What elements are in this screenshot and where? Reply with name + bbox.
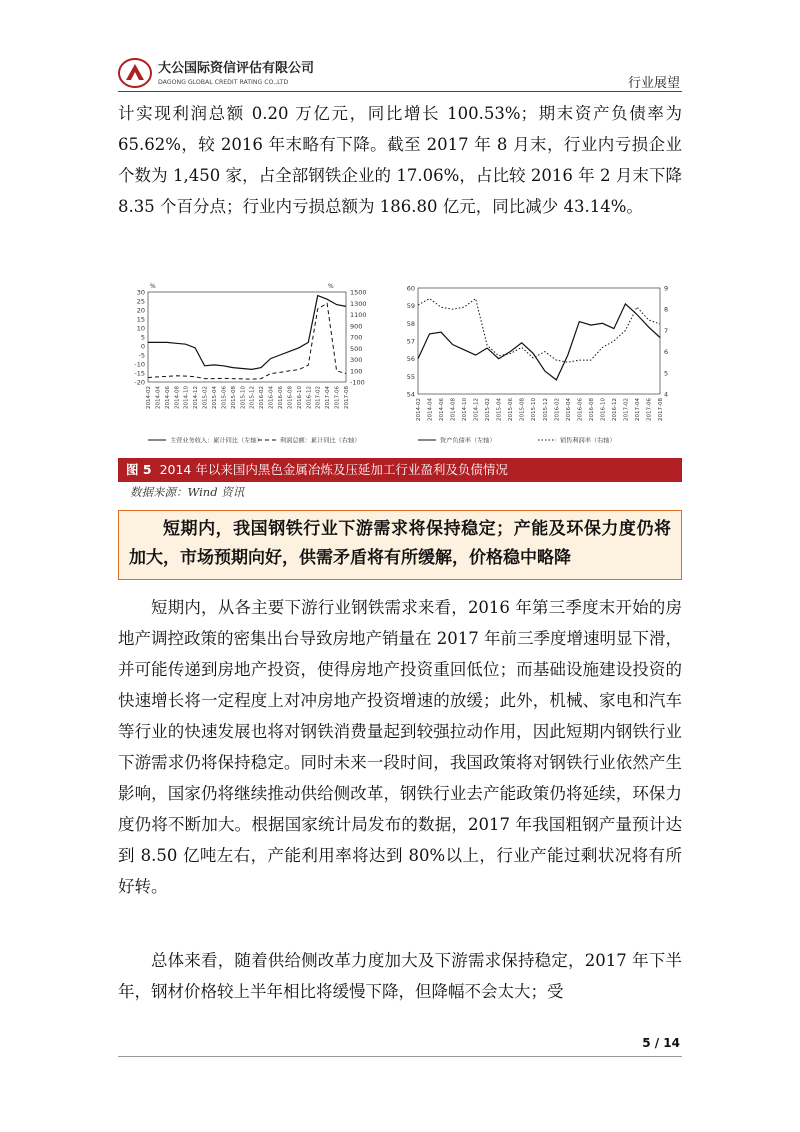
- company-logo: [118, 56, 328, 90]
- chart-1-x-tick-label: 2014-12: [193, 386, 200, 409]
- chart-2-left-tick-label: 58: [406, 319, 415, 328]
- chart-1-x-tick-label: 2015-06: [221, 386, 228, 409]
- chart-1-right-tick-label: 1500: [350, 288, 367, 297]
- chart-2-right-tick-label: 4: [664, 390, 669, 399]
- chart-1-left-tick-label: 20: [136, 306, 145, 315]
- chart-2-right-tick-label: 8: [664, 305, 669, 314]
- chart-1-right-axis-unit: %: [328, 283, 334, 290]
- chart-2-left-tick-label: 59: [406, 302, 415, 311]
- chart-2-x-tick-label: 2017-02: [623, 398, 630, 421]
- chart-2-frame: [418, 288, 660, 394]
- chart-1-x-tick-label: 2014-04: [155, 386, 162, 409]
- chart-2-x-tick-label: 2014-08: [450, 398, 457, 421]
- header-category: 行业展望: [627, 76, 680, 91]
- chart-1-x-tick-label: 2017-02: [315, 386, 322, 409]
- chart-1-x-tick-label: 2016-12: [306, 386, 313, 409]
- logo-cn-text: 大公国际资信评估有限公司: [158, 61, 315, 76]
- key-point-text: 短期内，我国钢铁行业下游需求将保持稳定；产能及环保力度仍将加大，市场预期向好，供需矛盾将有所缓解，价格稳中略降: [129, 519, 671, 568]
- chart-1-left-tick-label: 10: [136, 324, 145, 333]
- chart-2-left-tick-label: 57: [406, 337, 415, 346]
- chart-1-x-tick-label: 2014-06: [164, 386, 171, 409]
- chart-1-x-tick-label: 2015-12: [249, 386, 256, 409]
- chart-1-x-tick-label: 2014-02: [146, 386, 152, 409]
- chart-1-x-tick-label: 2017-08: [344, 386, 350, 409]
- chart-2-left-tick-label: 55: [406, 372, 415, 381]
- chart-1-x-tick-label: 2017-04: [325, 386, 332, 409]
- chart-1-x-tick-label: 2015-10: [240, 386, 247, 409]
- chart-2-right-tick-label: 5: [664, 369, 669, 378]
- chart-1-right-tick-label: -100: [350, 378, 365, 387]
- chart-2-right-tick-label: 6: [664, 348, 669, 357]
- chart-1-legend-label-2: 利润总额：累计同比（右轴）: [280, 437, 361, 445]
- chart-2-legend-label-1: 资产负债率（左轴）: [440, 437, 496, 445]
- chart-1-series-2-line: [148, 303, 346, 379]
- body-paragraph-3: 总体来看，随着供给侧改革力度加大及下游需求保持稳定，2017 年下半年，钢材价格较上半年相比将缓慢下降，但降幅不会太大；受: [118, 951, 682, 1001]
- header-divider: [118, 91, 682, 92]
- figure-source: 数据来源：Wind 资讯: [130, 485, 245, 499]
- chart-2-x-tick-label: 2014-04: [427, 398, 434, 421]
- chart-1-x-tick-label: 2016-10: [296, 386, 303, 409]
- chart-2-right-tick-label: 9: [664, 284, 669, 293]
- chart-2-series-1-line: [418, 304, 660, 380]
- figure-number: 图 5: [126, 462, 152, 477]
- chart-2-x-tick-label: 2015-12: [542, 398, 549, 421]
- chart-2-x-tick-label: 2015-08: [519, 398, 526, 421]
- chart-2-x-tick-label: 2016-10: [600, 398, 607, 421]
- body-paragraph-1: 计实现利润总额 0.20 万亿元，同比增长 100.53%；期末资产负债率为 65.62%，较 2016 年末略有下降。截至 2017 年 8 月末，行业内亏损企业个数为 1,450 家，占全部钢铁企业的 17.06%，占比较 2016 年 2 月末下降 8.35 个百分点；行业内亏损总额为 186.80 亿元，同比减少 43.14%。: [118, 104, 682, 216]
- chart-1-series-1-line: [148, 296, 346, 370]
- chart-2-x-tick-label: 2016-06: [577, 398, 584, 421]
- chart-2-x-tick-label: 2014-06: [439, 398, 446, 421]
- chart-1-x-tick-label: 2017-06: [334, 386, 341, 409]
- chart-2-x-tick-label: 2017-08: [658, 398, 664, 421]
- chart-1-x-tick-label: 2016-08: [287, 386, 294, 409]
- chart-2-x-tick-label: 2017-06: [646, 398, 653, 421]
- chart-2-x-tick-label: 2015-10: [531, 398, 538, 421]
- chart-1-left-tick-label: 0: [140, 342, 145, 351]
- footer-divider: [118, 1056, 682, 1057]
- chart-1-left-tick-label: 25: [136, 297, 145, 306]
- chart-2-x-tick-label: 2015-06: [508, 398, 515, 421]
- chart-1-left-tick-label: -20: [134, 378, 145, 387]
- figure-caption-text: 2014 年以来国内黑色金属冶炼及压延加工行业盈利及负债情况: [159, 462, 508, 477]
- chart-2-legend-label-2: 销售利润率（右轴）: [560, 437, 616, 445]
- chart-2-x-tick-label: 2016-02: [554, 398, 561, 421]
- chart-2-x-tick-label: 2016-08: [588, 398, 595, 421]
- chart-1-x-tick-label: 2016-06: [278, 386, 284, 409]
- chart-1-left-tick-label: -5: [138, 351, 145, 360]
- chart-2-left-tick-label: 54: [406, 390, 415, 399]
- chart-2-x-tick-label: 2017-04: [634, 398, 641, 421]
- chart-2-x-tick-label: 2014-10: [462, 398, 469, 421]
- chart-1-x-tick-label: 2014-10: [183, 386, 190, 409]
- chart-1-x-tick-label: 2015-08: [230, 386, 237, 409]
- chart-1-left-axis-unit: %: [150, 283, 156, 290]
- chart-1-right-tick-label: 1300: [350, 299, 367, 308]
- body-paragraph-2: 短期内，从各主要下游行业钢铁需求来看，2016 年第三季度末开始的房地产调控政策的密集出台导致房地产销量在 2017 年前三季度增速明显下滑，并可能传递到房地产投资，使得房地产投资重回低位；而基础设施建设投资的快速增长将一定程度上对冲房地产投资增速的放缓；此外，机械、家电和汽车等行业的快速发展也将对钢铁消费量起到较强拉动作用，因此短期内钢铁行业下游需求仍将保持稳定。同时未来一段时间，我国政策将对钢铁行业依然产生影响，国家仍将继续推动供给侧改革，钢铁行业去产能政策仍将延续，环保力度仍将不断加大。根据国家统计局发布的数据，2017 年我国粗钢产量预计达到 8.50 亿吨左右，产能利用率将达到 80%以上，行业产能过剩状况将有所好转。: [118, 598, 682, 896]
- chart-1-x-tick-label: 2016-04: [268, 386, 275, 409]
- chart-1-left-tick-label: -15: [134, 369, 145, 378]
- chart-1-right-tick-label: 1100: [350, 311, 367, 319]
- chart-2-left-tick-label: 56: [406, 355, 415, 364]
- chart-2-left-tick-label: 60: [406, 284, 415, 293]
- chart-1-x-tick-label: 2015-02: [202, 386, 209, 409]
- logo-en-text: DAGONG GLOBAL CREDIT RATING CO.,LTD: [158, 79, 289, 86]
- chart-1-right-tick-label: 100: [350, 367, 363, 376]
- chart-2-x-tick-label: 2014-12: [473, 398, 480, 421]
- chart-2-x-tick-label: 2014-02: [416, 398, 422, 421]
- figure-5-charts: [118, 278, 682, 458]
- chart-1-left-tick-label: -10: [134, 360, 145, 369]
- chart-2-right-tick-label: 7: [664, 326, 669, 335]
- chart-1-right-tick-label: 500: [350, 344, 363, 353]
- chart-2-x-tick-label: 2015-04: [496, 398, 503, 421]
- chart-1-right-tick-label: 900: [350, 322, 363, 331]
- chart-1-x-tick-label: 2014-08: [174, 386, 181, 409]
- chart-1-x-tick-label: 2016-02: [259, 386, 266, 409]
- chart-1-right-tick-label: 700: [350, 333, 363, 342]
- chart-1-left-tick-label: 5: [140, 333, 145, 342]
- chart-1-legend-label-1: 主营业务收入：累计同比（左轴）: [170, 437, 263, 445]
- figure-caption: [118, 458, 682, 482]
- chart-1-left-tick-label: 30: [136, 288, 145, 297]
- chart-1-right-tick-label: 300: [350, 356, 363, 364]
- chart-2-x-tick-label: 2016-04: [565, 398, 572, 421]
- chart-2-x-tick-label: 2016-12: [611, 398, 618, 421]
- chart-2-x-tick-label: 2015-02: [485, 398, 492, 421]
- chart-1-left-tick-label: 15: [136, 315, 145, 324]
- chart-1-x-tick-label: 2015-04: [212, 386, 218, 409]
- page-number: 5 / 14: [642, 1036, 680, 1050]
- key-point-box: [118, 510, 682, 580]
